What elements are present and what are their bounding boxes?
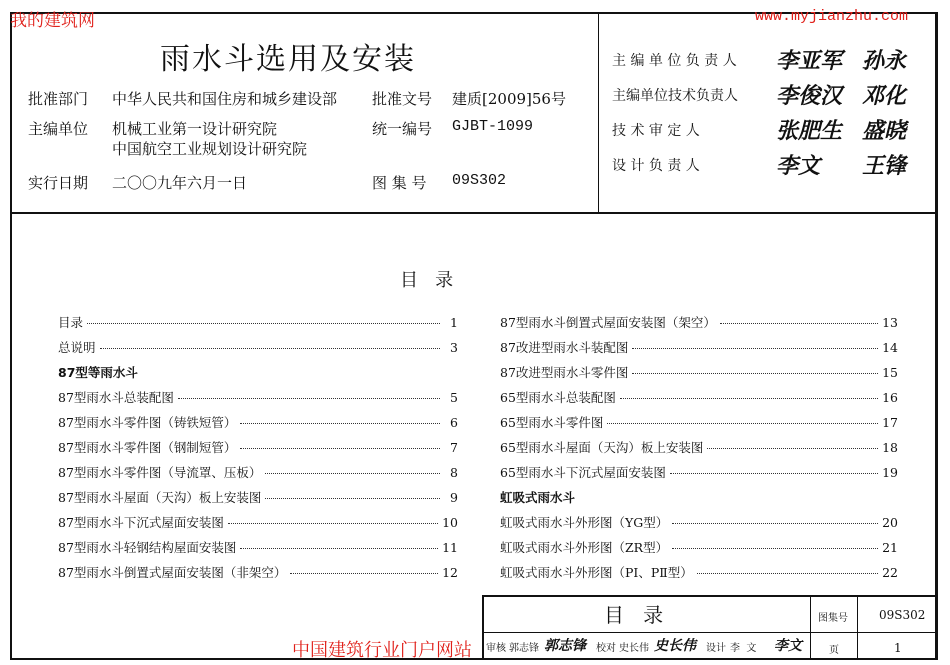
toc-page-number: 1 — [450, 315, 458, 330]
toc-page-number: 20 — [882, 515, 898, 530]
toc-entry-title: 87型雨水斗零件图（铸铁短管） — [58, 415, 237, 430]
toc-entry[interactable] — [58, 513, 458, 531]
review-label: 审核 — [486, 643, 506, 654]
info-value: 机械工业第一设计研究院 — [112, 120, 278, 138]
toc-entry[interactable] — [58, 313, 458, 331]
info-label: 图 集 号 — [372, 174, 427, 192]
signature: 邓化 — [862, 83, 907, 109]
info-value: 二〇〇九年六月一日 — [112, 174, 248, 192]
toc-page-number: 18 — [882, 440, 898, 455]
watermark-top-left: 我的建筑网 — [10, 11, 95, 31]
toc-entry-title: 65型雨水斗总装配图 — [500, 390, 616, 405]
toc-page-number: 9 — [450, 490, 458, 505]
design-name: 李 文 — [730, 643, 757, 654]
toc-leader-dots — [265, 473, 440, 474]
toc-leader-dots — [670, 473, 878, 474]
toc-page-number: 21 — [882, 540, 898, 555]
header-divider — [598, 12, 599, 214]
toc-page-number: 3 — [450, 340, 458, 355]
info-value: GJBT-1099 — [452, 118, 534, 135]
page-number: 1 — [894, 641, 902, 655]
info-label: 统一编号 — [372, 120, 433, 138]
toc-page-number: 11 — [442, 540, 458, 555]
toc-entry[interactable] — [500, 513, 898, 531]
toc-entry-title: 87型雨水斗总装配图 — [58, 390, 174, 405]
toc-entry[interactable] — [500, 363, 898, 381]
responsible-role: 技 术 审 定 人 — [612, 123, 700, 139]
toc-page-number: 7 — [450, 440, 458, 455]
watermark-bottom: 中国建筑行业门户网站 — [292, 640, 472, 661]
toc-page-number: 13 — [882, 315, 898, 330]
toc-entry-title: 目录 — [58, 315, 84, 330]
toc-leader-dots — [697, 573, 878, 574]
toc-page-number: 19 — [882, 465, 898, 480]
review-name: 郭志锋 — [509, 643, 539, 654]
toc-entry[interactable] — [58, 413, 458, 431]
toc-entry-title: 87型雨水斗倒置式屋面安装图（架空） — [500, 315, 716, 330]
check-signature: 史长伟 — [654, 638, 696, 654]
set-label: 图集号 — [818, 613, 848, 624]
responsible-role: 主编单位技术负责人 — [612, 88, 738, 104]
signature: 李俊汉 — [776, 83, 843, 109]
toc-leader-dots — [178, 398, 440, 399]
toc-page-number: 14 — [882, 340, 898, 355]
info-value: 中华人民共和国住房和城乡建设部 — [112, 90, 338, 108]
toc-section-heading: 虹吸式雨水斗 — [500, 490, 576, 505]
toc-entry-title: 65型雨水斗零件图 — [500, 415, 604, 430]
signature: 王锋 — [862, 153, 907, 179]
title-block — [482, 595, 938, 660]
toc-leader-dots — [228, 523, 438, 524]
page-label: 页 — [829, 645, 839, 656]
toc-leader-dots — [672, 548, 878, 549]
toc-entry-title: 65型雨水斗下沉式屋面安装图 — [500, 465, 666, 480]
toc-entry[interactable] — [500, 313, 898, 331]
toc-leader-dots — [672, 523, 878, 524]
toc-entry-title: 87型雨水斗零件图（钢制短管） — [58, 440, 237, 455]
responsible-role: 主 编 单 位 负 责 人 — [612, 53, 737, 69]
toc-page-number: 22 — [882, 565, 898, 580]
set-number: 09S302 — [879, 608, 926, 622]
toc-entry[interactable] — [58, 538, 458, 556]
toc-leader-dots — [100, 348, 440, 349]
toc-leader-dots — [240, 448, 440, 449]
info-value: 建质[2009]56号 — [452, 90, 566, 108]
toc-entry-title: 87型雨水斗倒置式屋面安装图（非架空） — [58, 565, 287, 580]
toc-page-number: 10 — [442, 515, 458, 530]
info-label: 批准文号 — [372, 90, 433, 108]
toc-page-number: 15 — [882, 365, 898, 380]
toc-page-number: 6 — [450, 415, 458, 430]
signature: 盛晓 — [862, 118, 907, 144]
toc-leader-dots — [607, 423, 878, 424]
check-label: 校对 — [596, 643, 616, 654]
toc-leader-dots — [632, 348, 878, 349]
toc-entry[interactable] — [500, 563, 898, 581]
toc-heading: 目 录 — [400, 270, 454, 291]
design-label: 设计 — [706, 643, 726, 654]
toc-entry-title: 87型雨水斗零件图（导流罩、压板） — [58, 465, 262, 480]
toc-entry[interactable] — [500, 413, 898, 431]
toc-leader-dots — [620, 398, 878, 399]
toc-entry-title: 虹吸式雨水斗外形图（ZR型） — [500, 540, 669, 555]
toc-page-number: 8 — [450, 465, 458, 480]
signature: 李文 — [776, 153, 821, 179]
watermark-top-right: www.myjianzhu.com — [755, 8, 909, 25]
toc-page-number: 17 — [882, 415, 898, 430]
page-title: 雨水斗选用及安装 — [160, 42, 416, 77]
signature: 张肥生 — [776, 118, 843, 144]
signature: 李亚军 — [776, 48, 843, 74]
toc-leader-dots — [240, 423, 440, 424]
toc-entry-title: 65型雨水斗屋面（天沟）板上安装图 — [500, 440, 704, 455]
toc-entry[interactable] — [58, 388, 458, 406]
responsible-role: 设 计 负 责 人 — [612, 158, 700, 174]
signature: 孙永 — [862, 48, 907, 74]
toc-leader-dots — [240, 548, 438, 549]
toc-entry-title: 87型雨水斗屋面（天沟）板上安装图 — [58, 490, 262, 505]
info-label: 实行日期 — [28, 174, 89, 192]
toc-entry-title: 虹吸式雨水斗外形图（YG型） — [500, 515, 669, 530]
toc-page-number: 16 — [882, 390, 898, 405]
toc-entry-title: 87改进型雨水斗装配图 — [500, 340, 629, 355]
toc-entry[interactable] — [500, 438, 898, 456]
design-signature: 李文 — [774, 638, 802, 654]
toc-leader-dots — [265, 498, 440, 499]
toc-leader-dots — [87, 323, 440, 324]
toc-leader-dots — [632, 373, 878, 374]
toc-page-number: 5 — [450, 390, 458, 405]
toc-entry-title: 87改进型雨水斗零件图 — [500, 365, 629, 380]
toc-entry[interactable] — [58, 338, 458, 356]
info-label: 主编单位 — [28, 120, 89, 138]
toc-page-number: 12 — [442, 565, 458, 580]
check-name: 史长伟 — [619, 643, 649, 654]
toc-entry-title: 87型雨水斗下沉式屋面安装图 — [58, 515, 224, 530]
toc-entry[interactable] — [58, 488, 458, 506]
toc-entry[interactable] — [58, 438, 458, 456]
info-label: 批准部门 — [28, 90, 89, 108]
toc-entry[interactable] — [500, 388, 898, 406]
toc-section-heading: 87型等雨水斗 — [58, 365, 138, 380]
toc-entry-title: 87型雨水斗轻钢结构屋面安装图 — [58, 540, 237, 555]
info-value-secondary: 中国航空工业规划设计研究院 — [112, 140, 308, 158]
toc-leader-dots — [290, 573, 438, 574]
info-value: 09S302 — [452, 172, 507, 189]
toc-entry[interactable] — [500, 338, 898, 356]
toc-entry[interactable] — [500, 463, 898, 481]
titleblock-title: 目 录 — [604, 603, 664, 627]
toc-entry[interactable] — [500, 538, 898, 556]
toc-entry-title: 总说明 — [58, 340, 96, 355]
toc-entry-title: 虹吸式雨水斗外形图（PⅠ、PⅡ型） — [500, 565, 693, 580]
toc-entry[interactable] — [58, 463, 458, 481]
toc-entry[interactable] — [58, 563, 458, 581]
toc-leader-dots — [720, 323, 878, 324]
toc-leader-dots — [707, 448, 878, 449]
review-signature: 郭志锋 — [544, 638, 586, 654]
